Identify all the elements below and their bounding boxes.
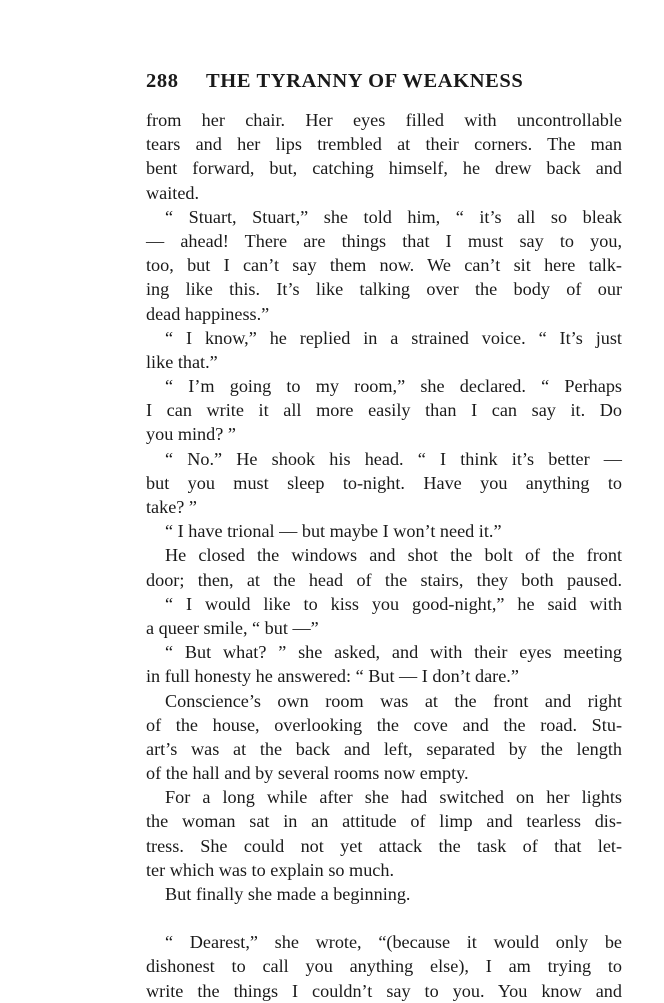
text-line: “ Stuart, Stuart,” she told him, “ it’s all so bleak [165, 206, 622, 227]
running-title: THE TYRANNY OF WEAKNESS [206, 70, 524, 92]
text-line: “ I know,” he replied in a strained voice. “ It’s just [165, 327, 622, 348]
page-number: 288 [146, 70, 179, 92]
text-line: “ I’m going to my room,” she declared. “ Perhaps [165, 376, 622, 397]
text-line: in full honesty he answered: “ But — I don’t dare.” [146, 666, 519, 687]
text-line: “ But what? ” she asked, and with their eyes meeting [165, 642, 622, 663]
text-line: tress. She could not yet attack the task of that let- [146, 835, 622, 856]
text-line: write the things I couldn’t say to you. You know and [146, 980, 622, 1001]
body-text [146, 108, 622, 1003]
text-line: “ No.” He shook his head. “ I think it’s better — [165, 448, 622, 469]
text-line: For a long while after she had switched on her lights [165, 787, 622, 808]
text-line: but you must sleep to-night. Have you anything to [146, 472, 622, 493]
text-line: a queer smile, “ but —” [146, 617, 319, 638]
text-line: ter which was to explain so much. [146, 859, 395, 880]
text-line: from her chair. Her eyes filled with uncontrollable [146, 110, 622, 130]
text-line: But finally she made a beginning. [165, 884, 411, 904]
text-line: “ Dearest,” she wrote, “(because it would only be [165, 932, 622, 953]
text-line: you mind? ” [146, 424, 236, 445]
text-line: dishonest to call you anything else), I am trying to [146, 956, 622, 977]
text-line: of the hall and by several rooms now empty. [146, 763, 469, 784]
text-line: take? ” [146, 497, 197, 517]
text-line: door; then, at the head of the stairs, they both paused. [146, 569, 622, 590]
text-line: Conscience’s own room was at the front and right [165, 690, 622, 711]
text-line: like that.” [146, 351, 218, 372]
paragraph-gap [146, 906, 622, 930]
text-line: waited. [146, 182, 200, 203]
text-line: tears and her lips trembled at their corners. The man [146, 134, 622, 155]
running-header [146, 70, 622, 93]
text-line: He closed the windows and shot the bolt of the front [165, 545, 622, 566]
text-line: of the house, overlooking the cove and the road. Stu- [146, 714, 622, 735]
text-line: — ahead! There are things that I must say to you, [146, 230, 622, 251]
text-line: art’s was at the back and left, separated by the length [146, 738, 622, 759]
text-line: dead happiness.” [146, 303, 270, 324]
text-line: “ I would like to kiss you good-night,” he said with [165, 593, 622, 614]
text-line: bent forward, but, catching himself, he drew back and [146, 158, 622, 179]
text-line: I can write it all more easily than I can say it. Do [146, 400, 622, 421]
text-line: too, but I can’t say them now. We can’t sit here talk- [146, 255, 622, 276]
text-line: “ I have trional — but maybe I won’t need it.” [165, 521, 502, 542]
text-line: ing like this. It’s like talking over the body of our [146, 279, 622, 300]
text-line: the woman sat in an attitude of limp and tearless dis- [146, 811, 622, 832]
